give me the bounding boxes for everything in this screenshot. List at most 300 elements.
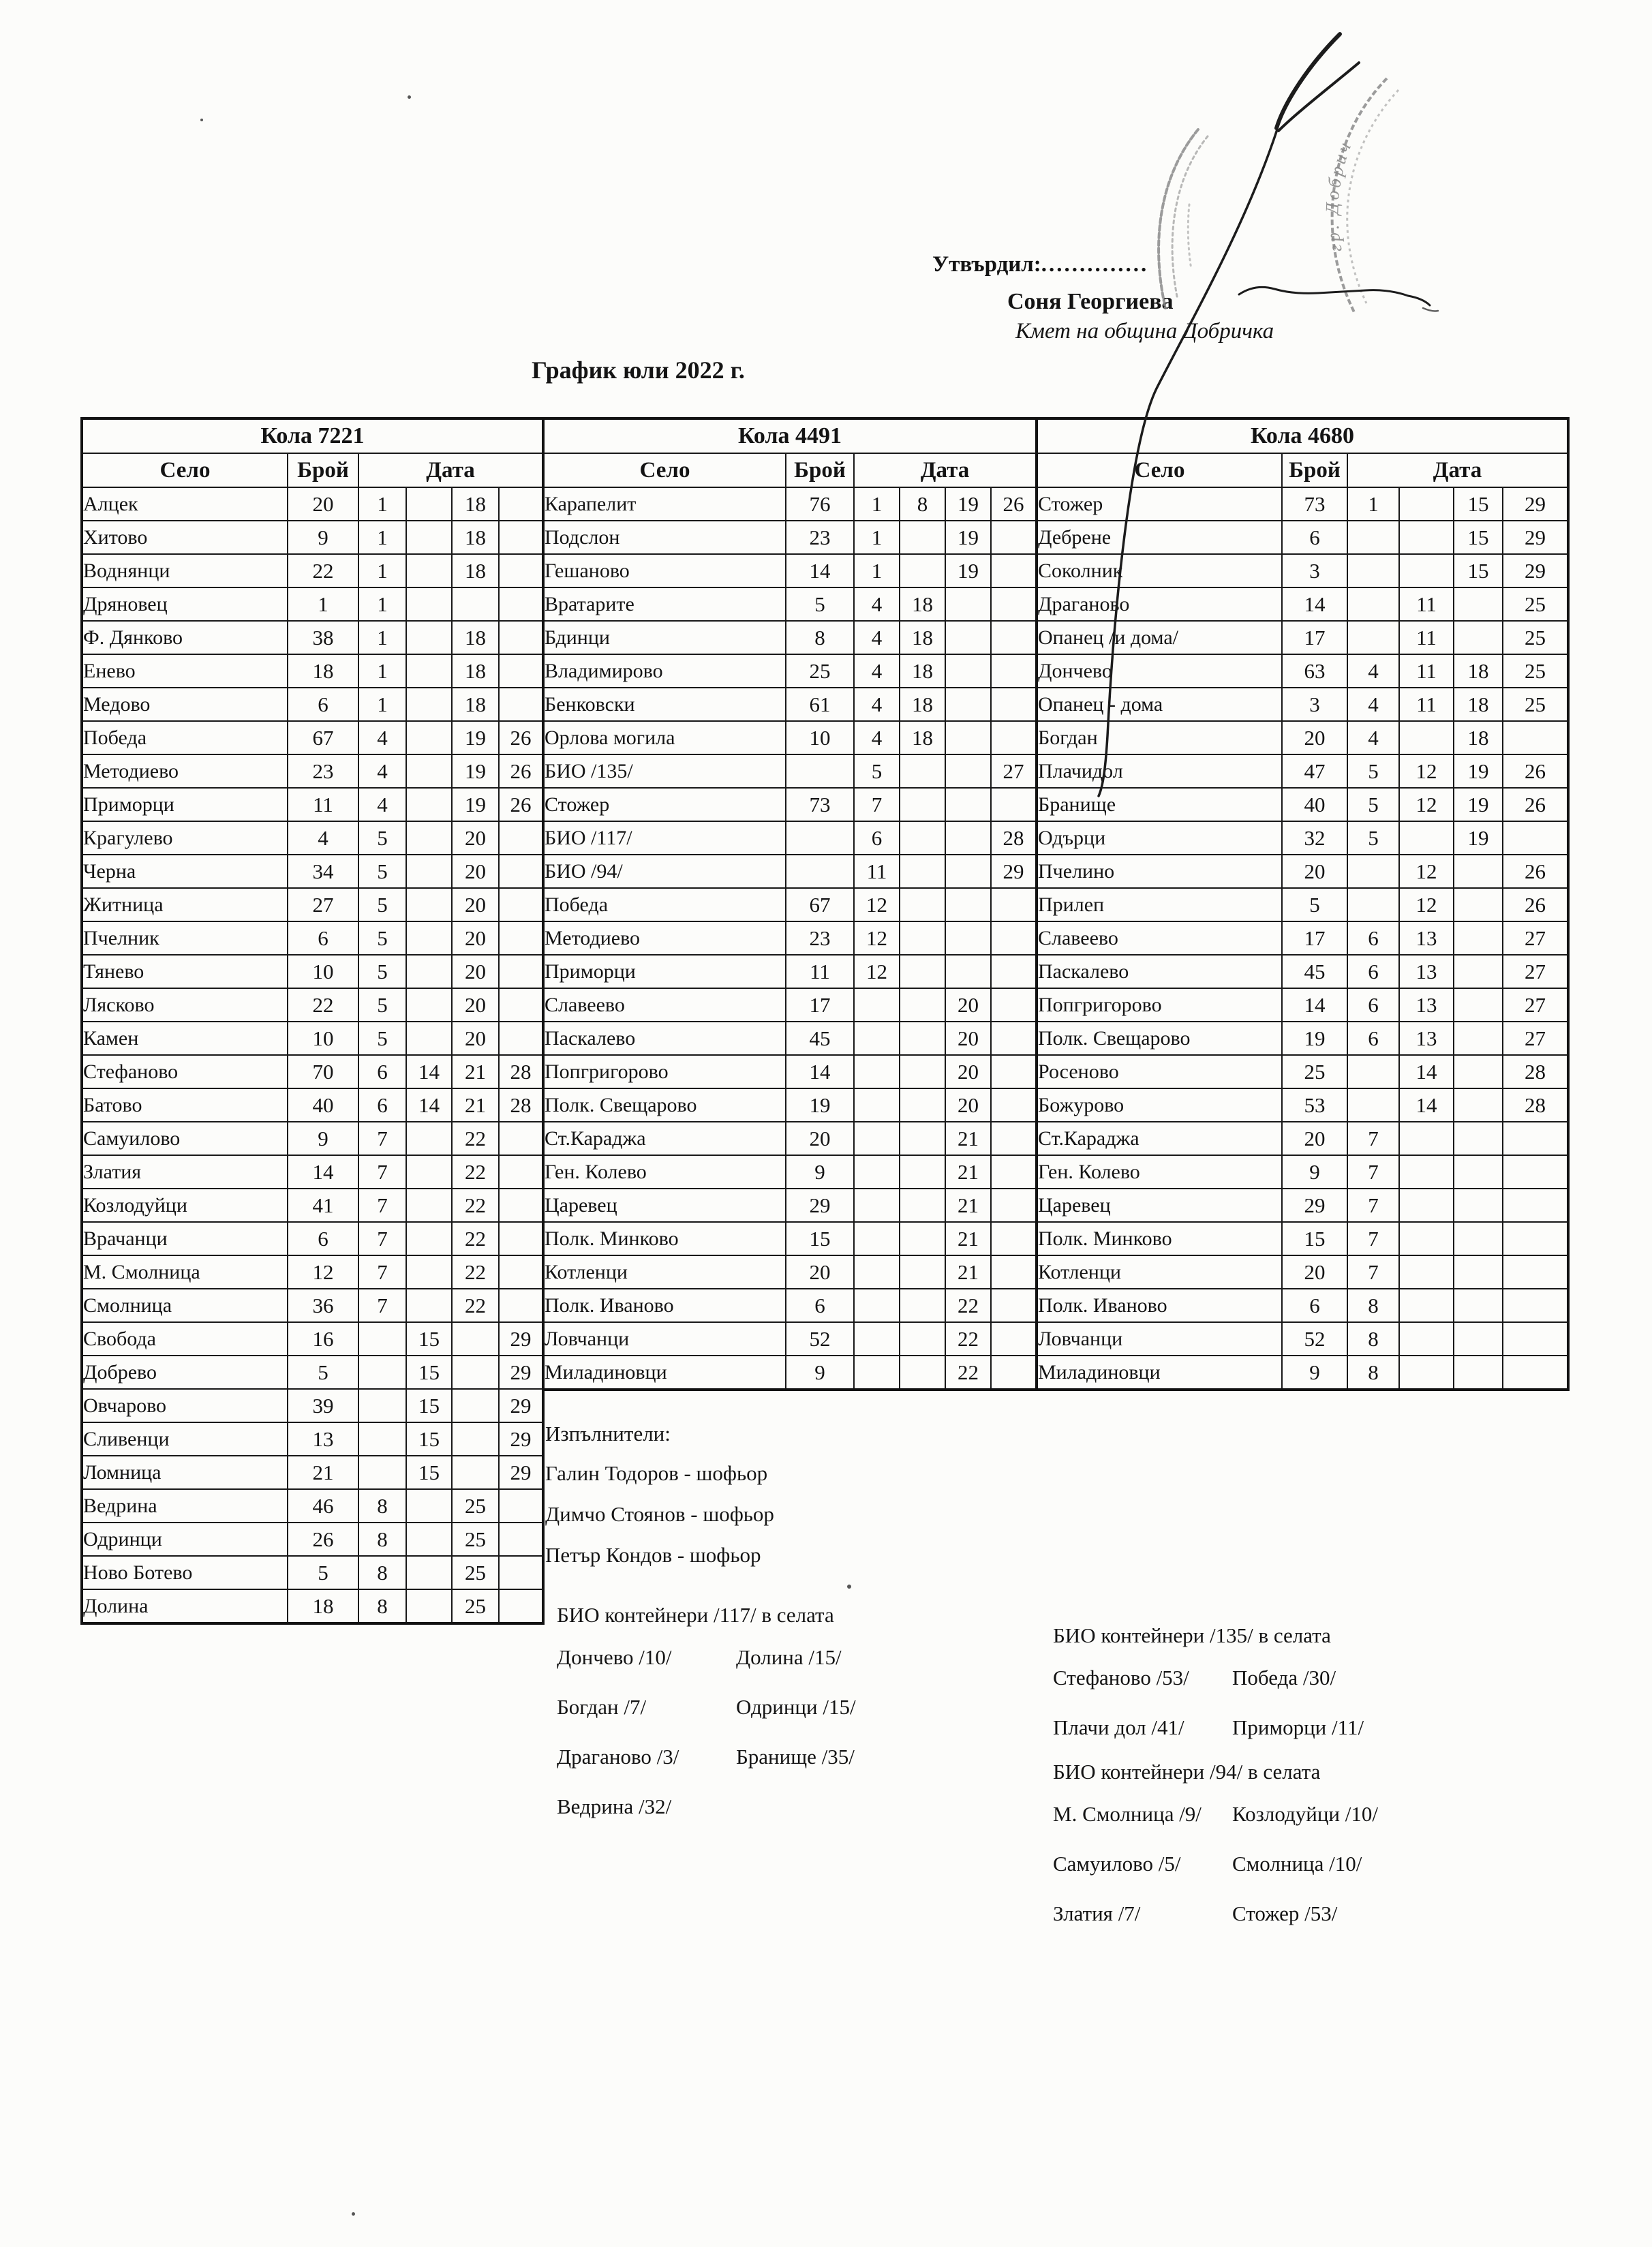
village-cell: Пчелник [82,921,288,955]
date-cell: 7 [358,1289,406,1322]
village-cell: Дряновец [82,587,288,621]
table-row [82,521,543,554]
table-row [543,721,1037,754]
date-cell [406,1155,452,1189]
date-cell [499,1022,543,1055]
date-cell: 4 [854,654,900,688]
table-row [543,521,1037,554]
date-cell [854,1322,900,1356]
count-cell: 19 [786,1088,854,1122]
date-cell: 29 [1503,554,1568,587]
date-cell [499,821,543,855]
date-cell: 26 [1503,888,1568,921]
date-cell [1399,1222,1454,1255]
bio-village-item: Ведрина /32/ [557,1794,672,1818]
table-row [543,621,1037,654]
count-cell: 73 [1282,487,1347,521]
date-cell: 4 [854,721,900,754]
date-cell: 5 [1347,754,1399,788]
village-cell: Камен [82,1022,288,1055]
count-cell: 9 [786,1155,854,1189]
village-cell: Методиево [543,921,786,955]
date-cell [945,888,991,921]
scan-speck [408,95,411,99]
count-cell: 20 [786,1122,854,1155]
village-cell: Дебрене [1037,521,1282,554]
date-cell [900,988,945,1022]
date-cell [945,587,991,621]
table-row [543,888,1037,921]
table-row [82,1155,543,1189]
count-cell: 11 [288,788,358,821]
date-cell: 15 [1454,487,1503,521]
date-cell: 7 [1347,1122,1399,1155]
date-cell [945,821,991,855]
date-cell [900,888,945,921]
date-cell: 12 [854,955,900,988]
village-cell: Полк. Иваново [543,1289,786,1322]
date-cell: 29 [499,1322,543,1356]
date-cell [900,1289,945,1322]
table-row [1037,921,1568,955]
table-header-row [543,453,1037,487]
village-cell: Дончево [1037,654,1282,688]
village-cell: Лясково [82,988,288,1022]
table-row [82,1088,543,1122]
table-row [543,554,1037,587]
count-cell: 9 [1282,1356,1347,1390]
village-cell: Самуилово [82,1122,288,1155]
table-row [543,855,1037,888]
count-cell: 36 [288,1289,358,1322]
date-cell: 26 [1503,788,1568,821]
bio-village-item: Богдан /7/ [557,1695,647,1719]
date-cell [991,921,1037,955]
table-row [1037,487,1568,521]
date-cell: 8 [900,487,945,521]
date-cell [499,1222,543,1255]
date-cell: 26 [991,487,1037,521]
date-cell [1454,921,1503,955]
table-row [82,1523,543,1556]
date-cell: 15 [406,1356,452,1389]
date-cell [406,1489,452,1523]
table-row [1037,688,1568,721]
date-cell: 26 [499,788,543,821]
village-cell: БИО /94/ [543,855,786,888]
date-cell: 20 [945,988,991,1022]
bio-containers-135-block [1053,1623,1364,1765]
bio-left-column [557,1645,736,1844]
date-cell: 25 [1503,654,1568,688]
table-row [1037,1155,1568,1189]
count-cell: 46 [288,1489,358,1523]
date-cell [1454,1356,1503,1390]
date-cell [900,1122,945,1155]
bio-village-item: Одринци /15/ [736,1695,856,1719]
count-cell: 6 [1282,1289,1347,1322]
table-row [543,1356,1037,1390]
table-row [543,821,1037,855]
date-cell [900,788,945,821]
count-cell: 5 [1282,888,1347,921]
date-cell [406,1122,452,1155]
village-cell: Свобода [82,1322,288,1356]
date-cell: 20 [452,955,499,988]
date-cell [945,721,991,754]
bio-village-item: Приморци /11/ [1232,1715,1364,1739]
village-cell: Ново Ботево [82,1556,288,1589]
signer-title: Кмет на община Добричка [1015,319,1274,343]
date-cell: 21 [945,1122,991,1155]
date-cell [900,955,945,988]
count-cell: 23 [786,521,854,554]
date-cell: 18 [900,688,945,721]
date-cell [1399,1122,1454,1155]
date-cell [406,1289,452,1322]
date-cell [1503,1189,1568,1222]
date-cell [1347,1088,1399,1122]
bio-village-item: Драганово /3/ [557,1745,679,1769]
date-cell [499,855,543,888]
table-row [543,1122,1037,1155]
date-cell [406,654,452,688]
village-cell: Подслон [543,521,786,554]
date-cell [900,855,945,888]
date-cell: 19 [1454,754,1503,788]
count-cell: 15 [786,1222,854,1255]
date-cell [452,1422,499,1456]
date-cell [499,688,543,721]
village-cell: Енево [82,654,288,688]
date-cell: 11 [1399,587,1454,621]
date-cell: 19 [945,487,991,521]
date-cell: 7 [1347,1255,1399,1289]
date-cell [900,1022,945,1055]
column-header-village: Село [1037,453,1282,487]
count-cell: 20 [288,487,358,521]
date-cell [499,1523,543,1556]
date-cell [1454,1322,1503,1356]
count-cell: 20 [1282,1255,1347,1289]
date-cell [1399,487,1454,521]
table-row [82,721,543,754]
table-row [543,688,1037,721]
village-cell: Сливенци [82,1422,288,1456]
village-cell: Козлодуйци [82,1189,288,1222]
table-row [82,554,543,587]
date-cell: 14 [1399,1088,1454,1122]
count-cell: 5 [786,587,854,621]
table-row [543,587,1037,621]
date-cell [991,688,1037,721]
date-cell [991,587,1037,621]
date-cell: 8 [1347,1356,1399,1390]
table-row [543,1255,1037,1289]
date-cell: 7 [358,1122,406,1155]
date-cell [406,1556,452,1589]
table-row [543,754,1037,788]
village-cell: Полк. Минково [1037,1222,1282,1255]
village-cell: Приморци [82,788,288,821]
date-cell [945,921,991,955]
date-cell [900,1322,945,1356]
count-cell: 6 [786,1289,854,1322]
count-cell: 76 [786,487,854,521]
village-cell: Златия [82,1155,288,1189]
date-cell: 25 [452,1523,499,1556]
count-cell: 18 [288,1589,358,1623]
schedule-table-car-7221 [80,417,545,1625]
village-cell: Росеново [1037,1055,1282,1088]
date-cell: 5 [358,1022,406,1055]
bio-section-title: БИО контейнери /135/ в селата [1053,1623,1331,1647]
date-cell [499,888,543,921]
village-cell: Бранище [1037,788,1282,821]
date-cell: 1 [358,654,406,688]
village-cell: Ст.Караджа [543,1122,786,1155]
date-cell [1503,1289,1568,1322]
date-cell [406,1523,452,1556]
date-cell [854,1289,900,1322]
table-row [82,1022,543,1055]
date-cell: 1 [358,554,406,587]
date-cell [406,521,452,554]
table-row [82,1122,543,1155]
date-cell [854,1122,900,1155]
date-cell: 12 [1399,754,1454,788]
date-cell [900,1222,945,1255]
table-row [543,788,1037,821]
date-cell [991,1255,1037,1289]
count-cell: 14 [1282,587,1347,621]
village-cell: Плачидол [1037,754,1282,788]
date-cell [991,721,1037,754]
stamp-arc-right-icon [1321,78,1398,314]
date-cell [1503,1356,1568,1390]
date-cell [499,587,543,621]
executors-block [545,1422,774,1584]
date-cell [1399,1356,1454,1390]
date-cell [1347,1055,1399,1088]
count-cell: 20 [786,1255,854,1289]
date-cell: 5 [358,888,406,921]
count-cell: 32 [1282,821,1347,855]
table-row [82,821,543,855]
date-cell: 25 [1503,621,1568,654]
date-cell: 25 [1503,587,1568,621]
date-cell: 8 [358,1589,406,1623]
count-cell: 9 [288,521,358,554]
village-cell: Черна [82,855,288,888]
date-cell [900,821,945,855]
table-row [82,1356,543,1389]
date-cell: 13 [1399,955,1454,988]
table-row [82,1556,543,1589]
village-cell: Ген. Колево [1037,1155,1282,1189]
date-cell [900,554,945,587]
table-row [82,1456,543,1489]
village-cell: Батово [82,1088,288,1122]
date-cell: 8 [358,1556,406,1589]
date-cell: 20 [945,1088,991,1122]
table-row [1037,1189,1568,1222]
date-cell: 18 [452,487,499,521]
count-cell: 47 [1282,754,1347,788]
date-cell [900,521,945,554]
date-cell: 27 [1503,955,1568,988]
count-cell: 14 [786,1055,854,1088]
bio-village-item: Долина /15/ [736,1645,842,1669]
count-cell: 25 [786,654,854,688]
date-cell: 18 [900,721,945,754]
count-cell: 39 [288,1389,358,1422]
date-cell [1347,521,1399,554]
date-cell: 15 [1454,554,1503,587]
count-cell: 67 [786,888,854,921]
count-cell: 67 [288,721,358,754]
village-cell: Победа [543,888,786,921]
date-cell: 20 [452,821,499,855]
date-cell [1503,1255,1568,1289]
count-cell: 53 [1282,1088,1347,1122]
executor-name: Галин Тодоров - шофьор [545,1461,768,1485]
village-cell: Овчарово [82,1389,288,1422]
date-cell [406,1589,452,1623]
date-cell: 8 [358,1523,406,1556]
village-cell: Миладиновци [543,1356,786,1390]
bio-village-item: Стожер /53/ [1232,1901,1338,1925]
count-cell: 10 [786,721,854,754]
village-cell: Славеево [1037,921,1282,955]
table-row [82,754,543,788]
bio-right-column [1232,1802,1378,1951]
date-cell [900,921,945,955]
date-cell: 22 [452,1155,499,1189]
date-cell [945,754,991,788]
date-cell: 12 [1399,788,1454,821]
date-cell [991,1222,1037,1255]
count-cell: 20 [1282,855,1347,888]
table-title-row [543,418,1037,453]
table-row [1037,1255,1568,1289]
count-cell: 41 [288,1189,358,1222]
date-cell [991,1122,1037,1155]
date-cell: 25 [452,1489,499,1523]
date-cell: 28 [499,1055,543,1088]
village-cell: Алцек [82,487,288,521]
date-cell [499,487,543,521]
count-cell: 11 [786,955,854,988]
village-cell: Хитово [82,521,288,554]
date-cell [991,1088,1037,1122]
date-cell [406,721,452,754]
date-cell [406,1189,452,1222]
date-cell: 28 [499,1088,543,1122]
date-cell: 28 [991,821,1037,855]
table-row [82,487,543,521]
date-cell [1399,721,1454,754]
date-cell [991,554,1037,587]
date-cell [1399,1255,1454,1289]
village-cell: Ведрина [82,1489,288,1523]
table-row [1037,1122,1568,1155]
bio-left-column [1053,1802,1232,1951]
village-cell: Полк. Свещарово [1037,1022,1282,1055]
village-cell: Котленци [543,1255,786,1289]
date-cell: 15 [406,1456,452,1489]
table-row [543,1055,1037,1088]
count-cell: 15 [1282,1222,1347,1255]
table-row [543,654,1037,688]
count-cell: 8 [786,621,854,654]
village-cell: Царевец [1037,1189,1282,1222]
date-cell: 5 [358,821,406,855]
date-cell: 12 [854,888,900,921]
table-row [543,921,1037,955]
date-cell: 18 [1454,688,1503,721]
date-cell: 21 [452,1055,499,1088]
table-row [1037,754,1568,788]
village-cell: Тянево [82,955,288,988]
date-cell: 15 [1454,521,1503,554]
count-cell: 5 [288,1556,358,1589]
count-cell: 14 [786,554,854,587]
date-cell [1454,621,1503,654]
table-row [1037,1289,1568,1322]
village-cell: Долина [82,1589,288,1623]
date-cell [991,521,1037,554]
count-cell: 26 [288,1523,358,1556]
date-cell [499,1255,543,1289]
date-cell [1454,1055,1503,1088]
date-cell [499,1155,543,1189]
date-cell: 5 [358,855,406,888]
date-cell [854,1222,900,1255]
table-row [82,1222,543,1255]
village-cell: Победа [82,721,288,754]
date-cell [406,1222,452,1255]
car-title: Кола 7221 [82,418,543,453]
table-row [82,1289,543,1322]
date-cell: 7 [854,788,900,821]
date-cell [358,1422,406,1456]
table-row [1037,821,1568,855]
date-cell: 14 [406,1055,452,1088]
bio-section-title: БИО контейнери /94/ в селата [1053,1760,1321,1784]
date-cell: 5 [358,988,406,1022]
date-cell: 12 [1399,855,1454,888]
date-cell [406,1022,452,1055]
village-cell: Ф. Дянково [82,621,288,654]
bio-containers-94-block [1053,1760,1378,1951]
bio-right-column [736,1645,856,1844]
date-cell: 4 [1347,654,1399,688]
count-cell: 17 [1282,621,1347,654]
car-title: Кола 4491 [543,418,1037,453]
scan-speck [352,2212,355,2216]
count-cell: 40 [288,1088,358,1122]
date-cell [1454,1122,1503,1155]
date-cell: 11 [1399,654,1454,688]
date-cell [499,1122,543,1155]
date-cell [1454,1189,1503,1222]
table-row [1037,988,1568,1022]
approval-dotted-line: .............. [1041,252,1149,277]
count-cell: 17 [786,988,854,1022]
date-cell: 18 [452,521,499,554]
table-row [1037,654,1568,688]
